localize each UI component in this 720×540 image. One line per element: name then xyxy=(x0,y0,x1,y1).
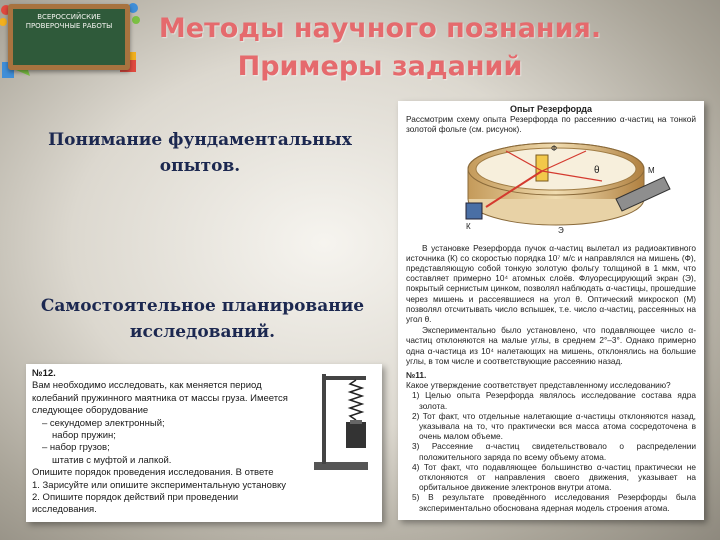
board-text: ВСЕРОССИЙСКИЕ ПРОВЕРОЧНЫЕ РАБОТЫ xyxy=(25,13,113,30)
question-11-number: №11. xyxy=(406,370,427,381)
equipment-item: набор пружин; xyxy=(52,430,116,442)
subtitle-planning: Самостоятельное планирование исследований. xyxy=(40,296,365,342)
page-title xyxy=(150,10,610,86)
equipment-item: – набор грузов; xyxy=(42,442,110,454)
label-theta: θ xyxy=(594,164,600,176)
rutherford-task-card xyxy=(398,101,704,520)
vpr-logo-board xyxy=(8,4,130,70)
task-12-step-1: 1. Зарисуйте или опишите экспериментальную установку xyxy=(32,479,287,491)
task-12-intro: Вам необходимо исследовать, как меняется период колебаний пружинного маятника от массы груза. Имеется следующее оборудование xyxy=(32,380,288,417)
answer-option: 4) Тот факт, что подавляющее большинство α-частиц практически не отклоняются от направления своего движения, указывает на орбитальное движение электронов внутри атома. xyxy=(412,461,696,493)
label-f: Ф xyxy=(551,143,558,153)
answer-option: 2) Тот факт, что отдельные налетающие α-частицы отклоняются назад, указывала на то, что практически вся масса атома сосредоточена в очень малом объеме. xyxy=(412,410,696,442)
spring-stand-drawing xyxy=(308,368,378,478)
label-e: Э xyxy=(558,225,564,235)
answer-option: 5) В результате проведённого исследования Резерфорды была экспериментально обоснована ядерная модель строения атома. xyxy=(412,492,696,513)
task-12-instruction: Опишите порядок проведения исследования. В ответе xyxy=(32,467,274,479)
question-11-text: Какое утверждение соответствует представленному исследованию? xyxy=(406,380,671,391)
rutherford-para-1: В установке Резерфорда пучок α-частиц вылетал из радиоактивного источника (К) со скоростью порядка 10⁷ м/с и направлялся на мишень (Ф), представляющую собой тонкую золотую фольгу толщиной в 1 мкм, что составляет примерно 10⁴ атомных слоёв. Флуоресцирующий экран (Э), покрытый сернистым цинком, позволял наблюдать α-частицы, прошедшие через мишень и рассеявшиеся на угол θ. Оптический микроскоп (М) позволял отсчитывать число вспышек, т.е. число α-частиц, рассеянных на угол θ. xyxy=(406,242,696,325)
title-line-1: Методы научного познания. xyxy=(158,13,602,44)
answer-option: 3) Рассеяние α-частиц свидетельствовало о распределении положительного заряда по всему объему атома. xyxy=(412,441,696,462)
rutherford-para-2: Экспериментально было установлено, что подавляющее число α-частиц отклоняются на малые углы, в среднем 2°–3°. Однако примерно одна α-частица из 10⁴ налетающих на мишень, отклонялись на большие углы, в том числе и соответствующие рассеянию назад. xyxy=(406,325,696,366)
task-12-text xyxy=(32,368,304,517)
rutherford-intro: Рассмотрим схему опыта Резерфорда по рассеянию α-частиц на тонкой золотой фольге (см. рисунок). xyxy=(406,114,696,135)
subtitle-experiments: Понимание фундаментальных опытов. xyxy=(48,130,352,176)
label-m: М xyxy=(648,165,655,175)
title-line-2: Примеры заданий xyxy=(237,51,523,82)
task-12-card xyxy=(26,364,382,522)
equipment-item: – секундомер электронный; xyxy=(42,417,165,429)
label-k: К xyxy=(466,221,471,231)
answer-option: 1) Целью опыта Резерфорда являлось исследование состава ядра золота. xyxy=(412,390,696,411)
equipment-item: штатив с муфтой и лапкой. xyxy=(52,454,172,466)
rutherford-apparatus-diagram xyxy=(426,137,676,237)
rutherford-heading: Опыт Резерфорда xyxy=(510,104,592,114)
task-12-step-2: 2. Опишите порядок действий при проведении исследования. xyxy=(32,492,239,516)
task-12-number: №12. xyxy=(32,368,56,379)
